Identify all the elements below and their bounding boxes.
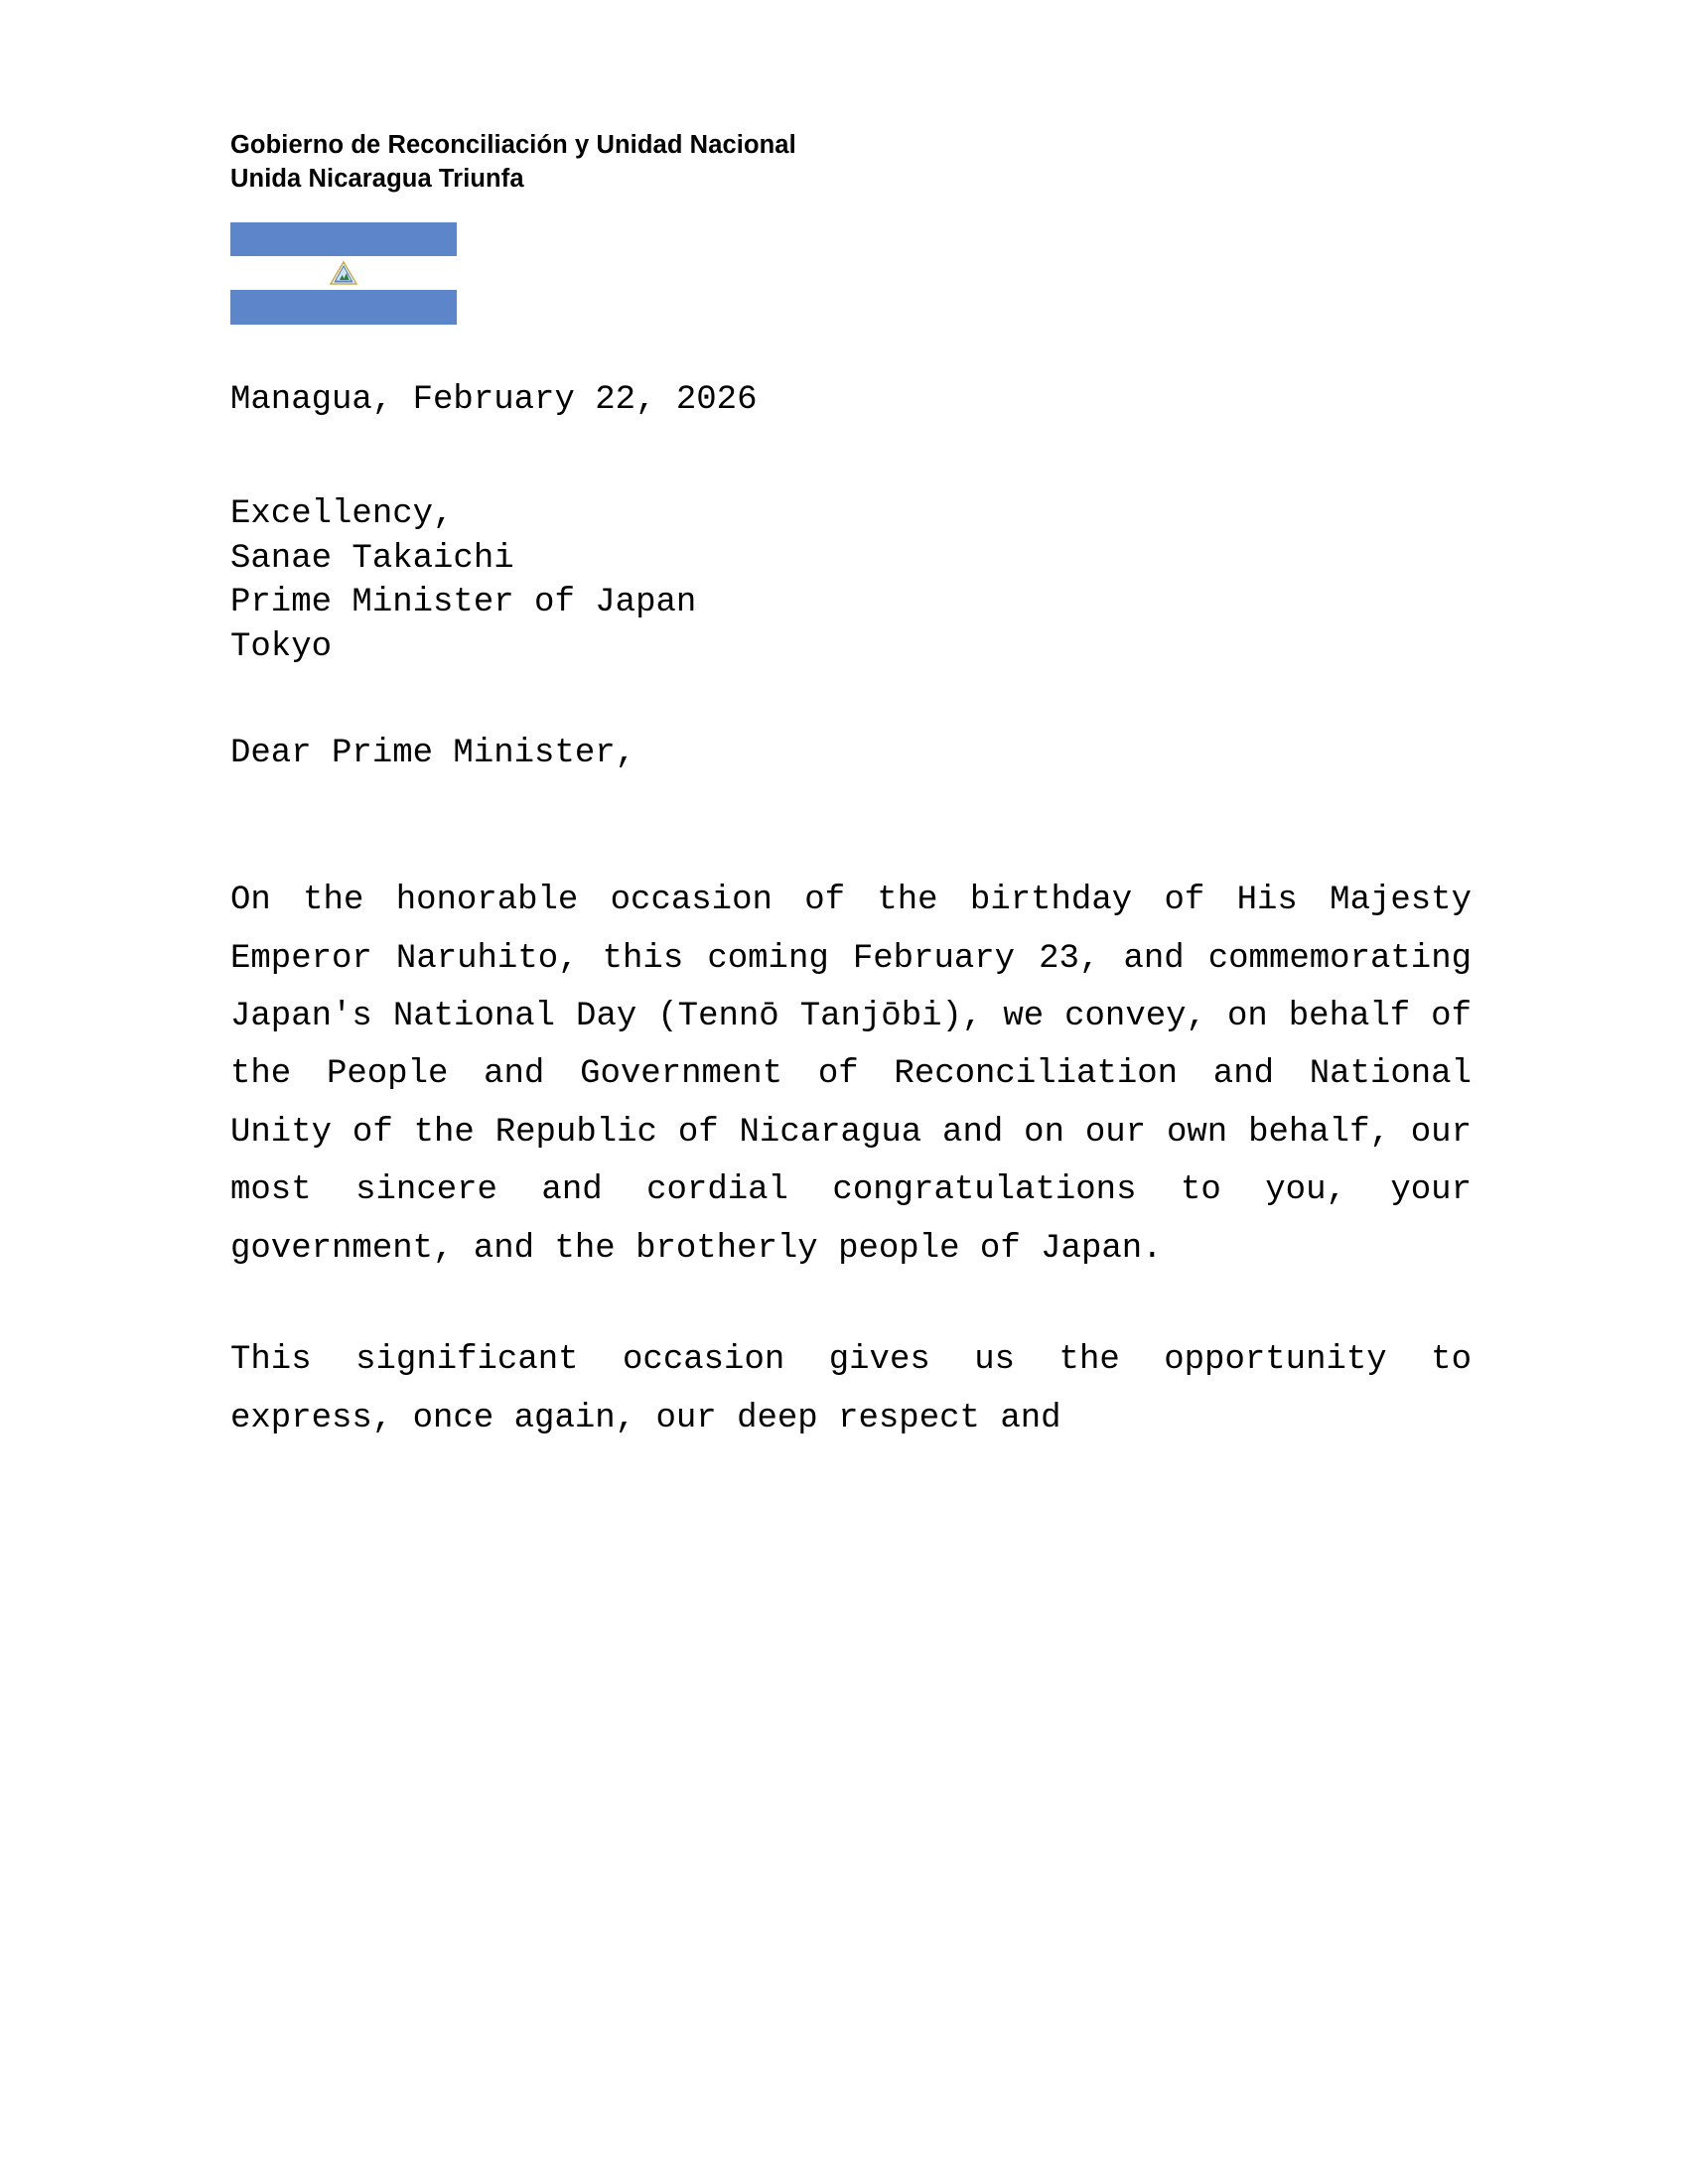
flag-coat-of-arms-icon	[329, 260, 358, 287]
spacer-after-address	[230, 670, 1475, 732]
letterhead-line-1: Gobierno de Reconciliación y Unidad Nacional	[230, 131, 796, 159]
addressee-title: Prime Minister of Japan	[230, 584, 697, 622]
addressee-name: Sanae Takaichi	[230, 539, 514, 578]
spacer-after-salutation	[230, 776, 1475, 838]
flag-band-top	[230, 222, 457, 257]
paragraph-1: On the honorable occasion of the birthday of His Majesty Emperor Naruhito, this coming February 23, and commemorating Japan's National Day (Tennō Tanjōbi), we convey, on behalf of the People and Government of Reconciliation and National Unity of the Republic of Nicaragua and on our own behalf, our most sincere and cordial congratulations to you, your government, and the brotherly people of Japan.	[230, 882, 1472, 1268]
dateline: Managua, February 22, 2026	[230, 380, 758, 419]
salutation: Dear Prime Minister,	[230, 735, 636, 773]
addressee-city: Tokyo	[230, 628, 333, 667]
nicaragua-flag-icon	[230, 222, 457, 325]
addressee-honorific: Excellency,	[230, 494, 454, 533]
letterhead-line-2: Unida Nicaragua Triunfa	[230, 164, 524, 193]
flag-band-bottom	[230, 290, 457, 325]
paragraph-2: This significant occasion gives us the opportunity to express, once again, our deep respect and	[230, 1341, 1472, 1437]
spacer-after-dateline	[230, 423, 1475, 492]
letterhead	[230, 129, 1475, 197]
letter-body	[230, 378, 1475, 1447]
